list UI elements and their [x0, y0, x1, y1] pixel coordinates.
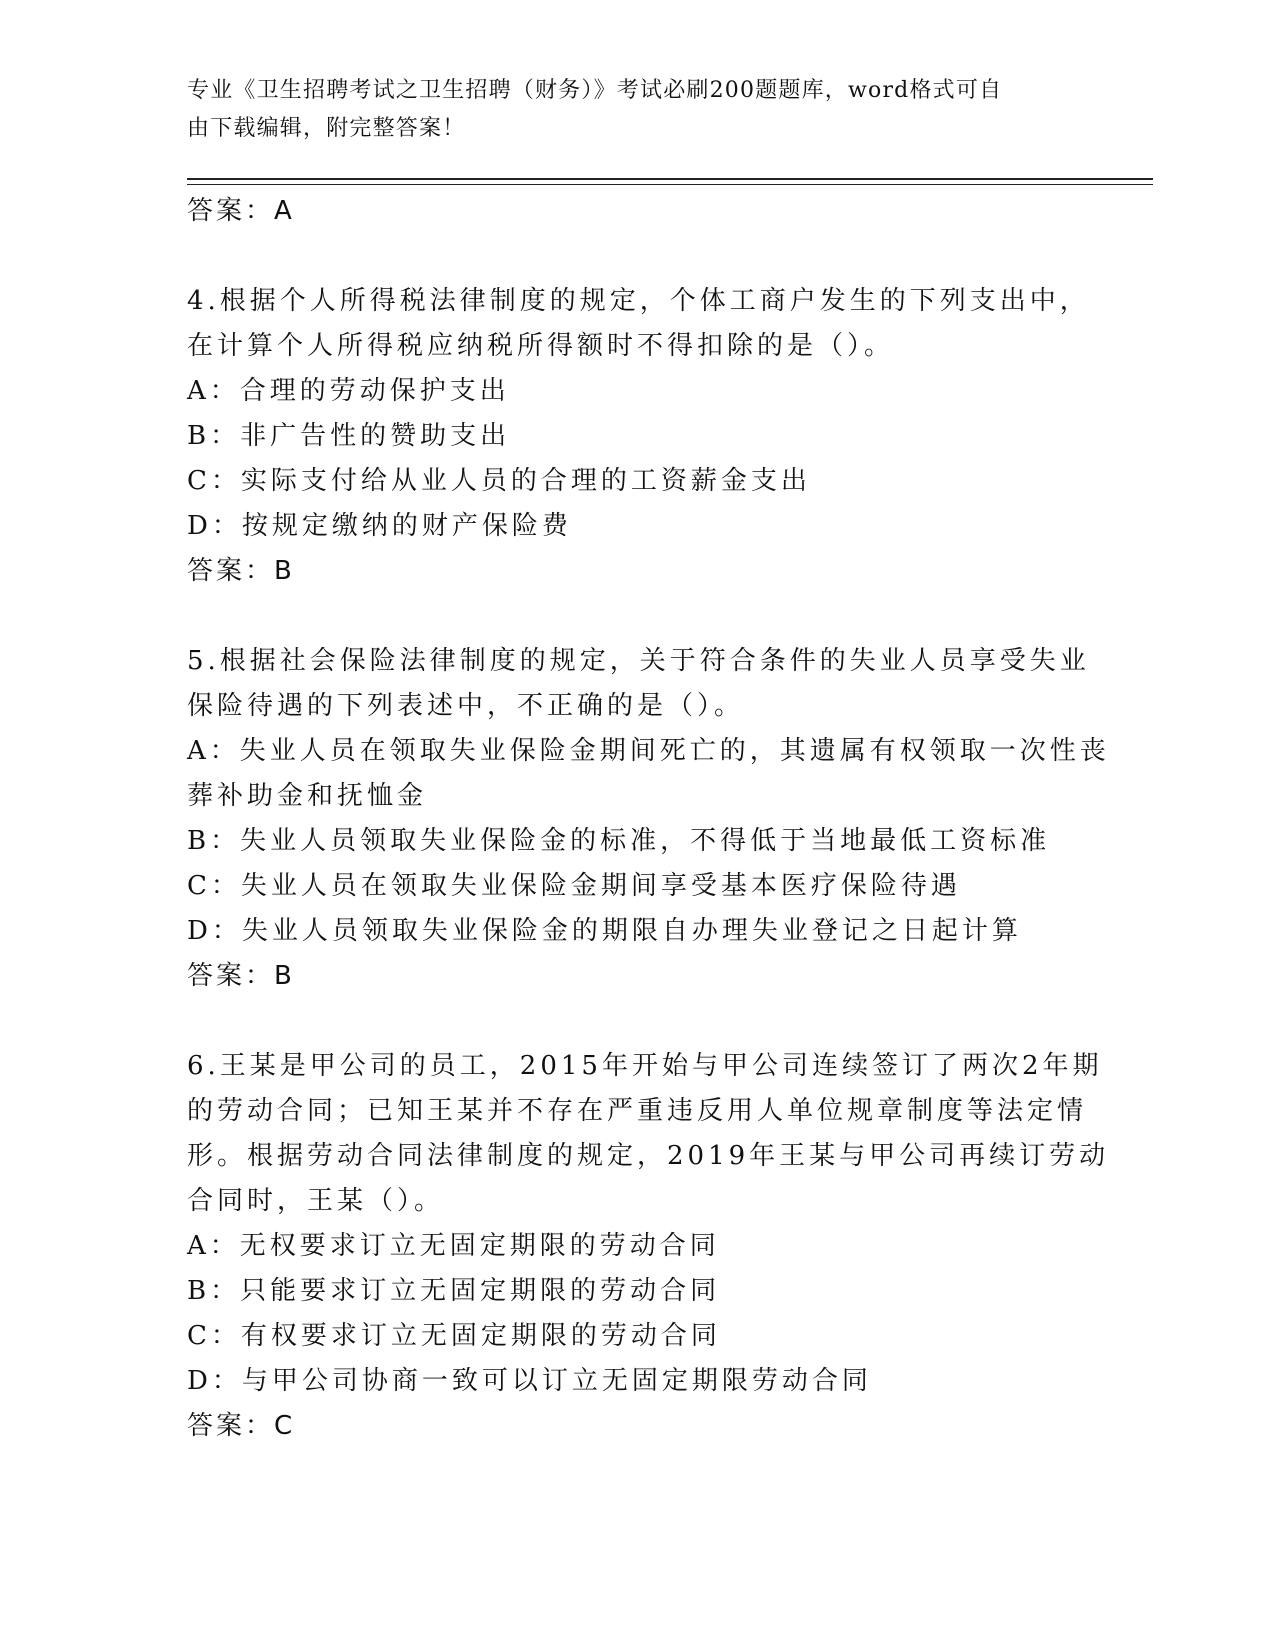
document-header	[187, 72, 1067, 148]
question-stem: 的劳动合同；已知王某并不存在严重违反用人单位规章制度等法定情	[187, 1096, 1088, 1126]
question-stem: 合同时，王某（）。	[187, 1186, 445, 1216]
header-rule-thick	[187, 178, 1153, 180]
spacer	[187, 999, 1077, 1044]
option-b: B：非广告性的赞助支出	[187, 421, 511, 451]
header-line: 专业《卫生招聘考试之卫生招聘（财务）》考试必刷200题题库，word格式可自	[187, 78, 1003, 103]
option-b: B：只能要求订立无固定期限的劳动合同	[187, 1276, 721, 1306]
answer-text: 答案：B	[187, 556, 295, 586]
option-d: D：失业人员领取失业保险金的期限自办理失业登记之日起计算	[187, 916, 1022, 946]
option-d: D：与甲公司协商一致可以订立无固定期限劳动合同	[187, 1366, 872, 1396]
question-stem: 在计算个人所得税应纳税所得额时不得扣除的是（）。	[187, 331, 895, 361]
option-a: A：失业人员在领取失业保险金期间死亡的，其遗属有权领取一次性丧	[187, 736, 1110, 766]
question-stem: 6.王某是甲公司的员工，2015年开始与甲公司连续签订了两次2年期	[187, 1051, 1103, 1081]
answer-text: 答案：C	[187, 1411, 296, 1441]
option-a: A：合理的劳动保护支出	[187, 376, 510, 406]
question-item	[187, 1044, 1110, 1449]
option-a: A：无权要求订立无固定期限的劳动合同	[187, 1231, 720, 1261]
option-b: B：失业人员领取失业保险金的标准，不得低于当地最低工资标准	[187, 826, 1051, 856]
question-stem: 形。根据劳动合同法律制度的规定，2019年王某与甲公司再续订劳动	[187, 1141, 1110, 1171]
question-stem: 5.根据社会保险法律制度的规定，关于符合条件的失业人员享受失业	[187, 646, 1090, 676]
option-d: D：按规定缴纳的财产保险费	[187, 511, 572, 541]
spacer	[187, 234, 1077, 279]
answer-text: 答案：A	[187, 196, 295, 226]
header-rule-thin	[187, 184, 1153, 185]
question-item	[187, 639, 1110, 999]
option-a-continued: 葬补助金和抚恤金	[187, 781, 428, 811]
question-list	[187, 189, 1110, 1449]
question-item	[187, 279, 1090, 594]
option-c: C：实际支付给从业人员的合理的工资薪金支出	[187, 466, 811, 496]
option-c: C：失业人员在领取失业保险金期间享受基本医疗保险待遇	[187, 871, 961, 901]
answer-text: 答案：B	[187, 961, 295, 991]
header-line: 由下载编辑，附完整答案！	[187, 116, 466, 141]
spacer	[187, 594, 1077, 639]
question-stem: 保险待遇的下列表述中，不正确的是（）。	[187, 691, 745, 721]
option-c: C：有权要求订立无固定期限的劳动合同	[187, 1321, 721, 1351]
question-stem: 4.根据个人所得税法律制度的规定，个体工商户发生的下列支出中，	[187, 286, 1090, 316]
